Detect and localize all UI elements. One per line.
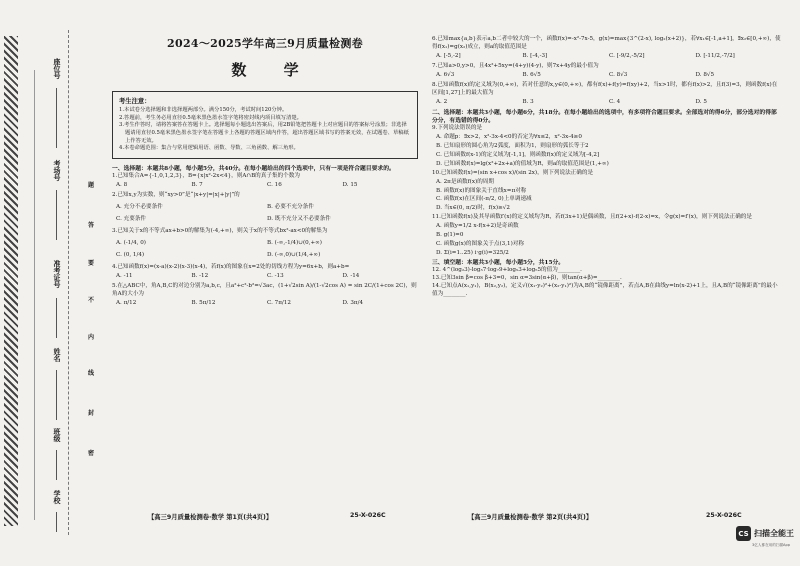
question-11-options (436, 223, 782, 258)
option: A. [-5,-2] (436, 52, 461, 59)
option: C. 8√3 (609, 71, 628, 78)
exam-title: 2024～2025学年高三9月质量检测卷 (167, 37, 363, 50)
option: C. 7π/12 (267, 299, 291, 306)
room-field-line (56, 190, 57, 240)
scanner-tagline: 3亿人都在用的扫描App (752, 543, 791, 547)
page-footer-left: 【高三9月质量检测卷·数学 第1页(共4页)】 (148, 514, 273, 521)
option: A. 充分不必要条件 (116, 204, 163, 211)
question-6: 6.已知max{a,b}表示a,b二者中较大的一个，函数f(x)=-x²-7x-5，g(x)=max{3^(2-x), log₂(x+2)}，若∀x₁∈[-1,a+1]，∃x₂∈[0,+∞)，使得f(x₁)=g(x₂)成立，则a的取值范围是 (432, 36, 781, 50)
option: A. 命题p：∃x>2，x²-3x-4<0的否定为∀x≤2，x²-3x-4≥0 (436, 133, 582, 140)
option: B. (-∞,-1/4)∪(0,+∞) (267, 239, 322, 246)
option: D. 15 (342, 182, 358, 189)
option: C. [-9/2,-5/2] (609, 52, 645, 59)
question-8: 8.已知函数f(x)的定义域为(0,+∞)，若对任意的x,y∈(0,+∞)，都有f(x)+f(y)=f(xy)+2，当x>1时，都有f(x)>2，且f(3)=3，则函数f(x)在区间[1,27]上的最大值为 (432, 81, 778, 96)
label-class: 班级 (53, 428, 61, 442)
fill-line (34, 70, 36, 520)
question-1-options (116, 182, 418, 190)
option: C. (0, 1/4) (116, 251, 145, 258)
option: B. -12 (191, 272, 209, 279)
option: A. (-1/4, 0) (116, 239, 146, 246)
question-8-options (436, 99, 782, 107)
option: A. 2π是函数f(x)的周期 (436, 178, 494, 185)
option: B. g(1)=0 (436, 232, 464, 239)
question-12: 12. 4^(log₂3)-log₃7·log₇9+log₅3+log₅5的值为________. (432, 267, 582, 274)
question-3-options (116, 238, 418, 262)
binding-hatch (4, 36, 18, 526)
question-1: 1.已知集合A={-1,0,1,2,3}，B={x|x²-2x<4}，则A∩B的真子集的个数为 (112, 173, 300, 180)
notice-item: 2.答题前，考生务必用直径0.5毫米黑色墨水签字笔将密封线内项目填写清楚。 (119, 114, 302, 121)
question-14: 14.已知点A(x₁,y₁)，B(x₂,y₂)，定义√((x₁-y₂)²+(x₂-y₁)²)为A,B的“镜像距离”，若点A,B在曲线y=ln(x-2)+1上，且A,B的“镜像距离”的最小值为________. (432, 283, 778, 298)
option: A. π/12 (116, 299, 137, 306)
exam-subject: 数 学 (231, 60, 315, 79)
label-seat: 座位号 (53, 58, 61, 79)
cut-char: 题 (88, 182, 95, 189)
option: D. -14 (342, 272, 360, 279)
cut-char: 内 (88, 334, 95, 341)
option: B. [-4,-3] (522, 52, 548, 59)
label-name: 姓名 (53, 348, 61, 362)
notice-item: 1.本试卷分选择题和非选择题两部分。满分150分，考试时间120分钟。 (119, 107, 288, 114)
question-10-options (436, 179, 782, 214)
question-5-options (116, 300, 418, 308)
question-7-options (436, 72, 782, 80)
option: D. 已知函数f(x)=lg(x²+2x+a)的值域为R，则a的取值范围是(1,+∞) (436, 160, 609, 167)
cut-char: 要 (88, 260, 95, 267)
ticket-field-line (56, 298, 57, 338)
option: B. 7 (191, 182, 203, 189)
notice-item: 4.本卷命题范围：集合与常用逻辑用语、函数、导数、三角函数、解三角形。 (119, 145, 299, 152)
notice-box (112, 91, 418, 159)
binding-strip (4, 30, 94, 535)
option: B. 3 (522, 98, 534, 105)
label-ticket: 准考证号 (53, 260, 61, 288)
label-school: 学校 (53, 490, 61, 504)
cut-char: 线 (88, 370, 95, 377)
option: A. 8 (116, 182, 128, 189)
option: A. 6√3 (436, 71, 455, 78)
option: C. 充要条件 (116, 216, 147, 223)
option: D. 既不充分又不必要条件 (267, 216, 331, 223)
question-2: 2.已知x,y为实数，则“xy>0”是“|x+y|=|x|+|y|”的 (112, 192, 240, 199)
option: B. 必要不充分条件 (267, 204, 314, 211)
question-3: 3.已知关于x的不等式ax+b>0的解集为(-4,+∞)，则关于x的不等式bx²-ax<0的解集为 (112, 227, 328, 234)
option: B. 已知扇形的圆心角为2弧度，面积为1，则扇形的弧长等于2 (436, 142, 589, 149)
option: D. 3π/4 (342, 299, 364, 306)
cut-char: 答 (88, 222, 95, 229)
option: D. 5 (695, 98, 707, 105)
page-code-right: 25-X-026C (706, 512, 742, 519)
option: C. 16 (267, 182, 282, 189)
cut-char: 封 (88, 410, 95, 417)
option: D. Σ(i=1..25) i·g(i)=325/2 (436, 250, 509, 257)
question-4: 4.已知函数f(x)=(x-a)(x-2)(x-3)(x-4)，若f(x)的图象在x=2处的切线方程为y=6x+b，则a+b= (112, 263, 350, 270)
page-footer-right: 【高三9月质量检测卷·数学 第2页(共4页)】 (468, 514, 593, 521)
question-10: 10.已知函数f(x)=(sin x+cos x)/(sin 2x)，则下列说法正确的是 (432, 169, 594, 176)
option: C. -13 (267, 272, 284, 279)
label-room: 考场号 (53, 160, 61, 181)
option: C. 函数f(x)在区间(-π/2, 0)上单调递减 (436, 196, 532, 203)
option: A. 2 (436, 98, 448, 105)
scanner-watermark (736, 526, 794, 541)
option: C. 4 (609, 98, 621, 105)
seat-field-line (56, 88, 57, 148)
option: A. 函数y=1/2 x-f(x+2)是奇函数 (436, 223, 519, 230)
option: B. 6√5 (522, 71, 541, 78)
option: B. 5π/12 (191, 299, 216, 306)
option: C. 函数g(x)的图象关于点(3,1)对称 (436, 241, 524, 248)
section-heading: 二、选择题：本题共3小题，每小题6分，共18分。在每小题给出的选项中，有多项符合题目要求。全部选对的得6分，部分选对的得部分分，有选错的得0分。 (432, 109, 777, 124)
scanner-name: 扫描全能王 (754, 529, 794, 538)
question-9-options (436, 134, 782, 169)
option: D. (-∞,0)∪(1/4,+∞) (267, 251, 321, 258)
section-heading: 一、选择题：本题共8小题，每小题5分，共40分。在每小题给出的四个选项中，只有一项是符合题目要求的。 (112, 166, 395, 173)
cut-char: 密 (88, 450, 95, 457)
left-column (112, 34, 418, 309)
question-2-options (116, 202, 418, 226)
question-9: 9.下列说法错误的是 (432, 124, 483, 131)
option: A. -11 (116, 272, 133, 279)
question-6-options (436, 53, 782, 61)
notice-heading: 考生注意： (119, 97, 151, 105)
option: C. 已知函数f(x-1)的定义域为[-1,1]，则函数f(x)的定义域为[-4,2] (436, 151, 600, 158)
question-7: 7.已知a>0,y>0，且4x²+5xy=(4+y)(4-y)，则7x+4y的最小值为 (432, 62, 599, 69)
question-4-options (116, 273, 418, 281)
class-field-line (56, 450, 57, 480)
notice-item: 3.考生作答时，请将答案答在答题卡上。选择题每小题选出答案后，用2B铅笔把答题卡上对应题目的答案标号涂黑；非选择题请用直径0.5毫米黑色墨水签字笔在答题卡上各题的答题区域内作答，超出答题区域书写的答案无效，在试题卷、草稿纸上作答无效。 (119, 122, 409, 144)
name-field-line (56, 370, 57, 420)
option: D. 8√5 (695, 71, 715, 78)
option: B. 函数f(x)的图象关于直线x=π对称 (436, 187, 527, 194)
section-heading: 三、填空题：本题共3小题，每小题5分，共15分。 (432, 260, 565, 266)
option: D. [-11/2,-7/2] (695, 52, 735, 59)
school-field-line (56, 512, 57, 532)
right-column (432, 36, 782, 299)
question-5: 5.在△ABC中，角A,B,C的对边分别为a,b,c，且a²+c²-b²=√3ac，(1+√2sin A)/(1-√2cos A) = sin 2C/(1+cos 2C)，则角A的大小为 (112, 282, 417, 297)
option: D. 当x∈(0, π/2)时，f(x)≥√2 (436, 205, 510, 212)
seal-line (68, 30, 70, 535)
page-code-left: 25-X-026C (350, 512, 386, 519)
cut-char: 不 (88, 297, 95, 304)
scanner-logo-icon: CS (736, 526, 751, 541)
question-13: 13.已知3sin β=cos β+3=0，sin α=3sin(α+β)，则tan(α+β)=________. (432, 275, 622, 282)
question-11: 11.已知函数f(x)及其导函数f′(x)的定义域均为R，若f(3x+1)是偶函数，且f(2+x)-f(2-x)=x，令g(x)=f′(x)，则下列说法正确的是 (432, 214, 752, 221)
